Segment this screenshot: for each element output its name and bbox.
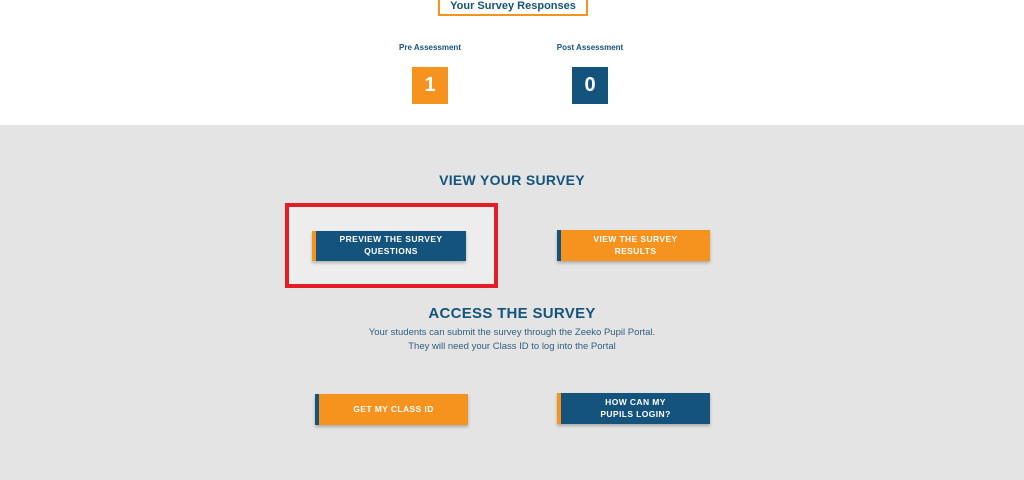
button-label-line2: RESULTS bbox=[614, 245, 657, 256]
how-can-my-pupils-login-label bbox=[561, 393, 710, 424]
access-survey-description-line2: They will need your Class ID to log into the Portal bbox=[408, 341, 616, 352]
button-label-line1: HOW CAN MY bbox=[605, 396, 666, 407]
view-survey-results-label bbox=[561, 230, 710, 261]
button-label-line2: PUPILS LOGIN? bbox=[600, 408, 671, 419]
your-survey-responses-button[interactable]: Your Survey Responses bbox=[438, 0, 588, 16]
responses-summary-section bbox=[0, 0, 1024, 125]
pre-assessment-count: 1 bbox=[412, 67, 448, 104]
get-my-class-id-button[interactable] bbox=[315, 394, 468, 425]
button-label-line2: QUESTIONS bbox=[364, 246, 418, 256]
preview-survey-questions-label bbox=[316, 231, 466, 261]
button-label-line1: GET MY CLASS ID bbox=[353, 403, 434, 414]
button-label-line1: VIEW THE SURVEY bbox=[593, 233, 678, 244]
access-the-survey-heading: ACCESS THE SURVEY bbox=[428, 305, 596, 322]
post-assessment-count: 0 bbox=[572, 67, 608, 104]
pre-assessment-label: Pre Assessment bbox=[399, 43, 461, 52]
post-assessment-label: Post Assessment bbox=[556, 43, 624, 52]
get-my-class-id-label bbox=[319, 394, 468, 425]
button-label-line1: PREVIEW THE SURVEY bbox=[339, 234, 443, 245]
view-your-survey-heading: VIEW YOUR SURVEY bbox=[439, 172, 585, 188]
how-can-my-pupils-login-button[interactable] bbox=[557, 393, 710, 424]
view-survey-results-button[interactable] bbox=[557, 230, 710, 261]
access-survey-description-line1: Your students can submit the survey through the Zeeko Pupil Portal. bbox=[368, 327, 656, 338]
preview-survey-questions-button[interactable] bbox=[312, 231, 466, 261]
